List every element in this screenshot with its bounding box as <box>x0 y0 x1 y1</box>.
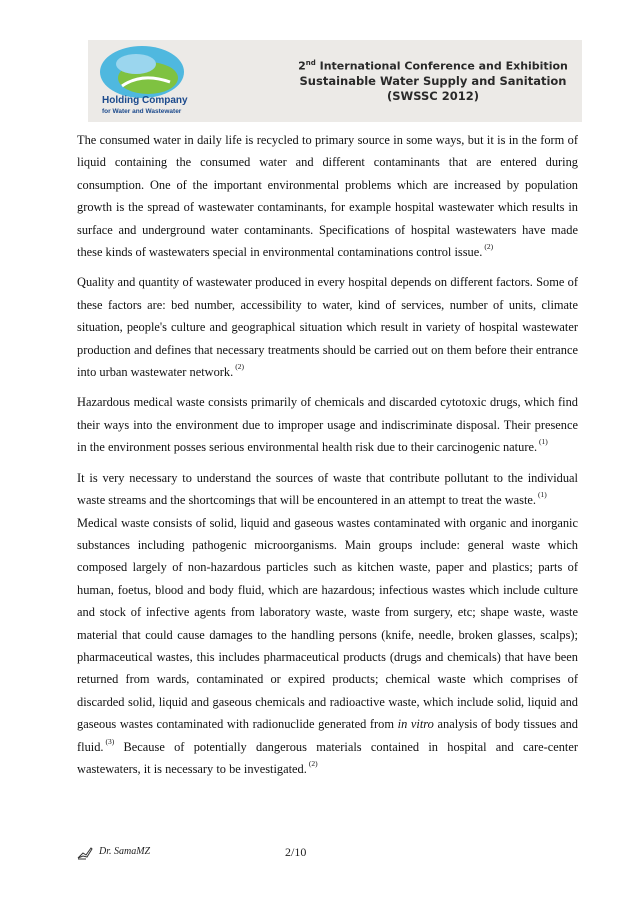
paragraph-4-text: It is very necessary to understand the sources of waste that contribute pollutant to the individual waste streams and the shortcomings that will be encountered in an attempt to treat the waste. <box>77 470 578 508</box>
paragraph-2-text: Quality and quantity of wastewater produced in every hospital depends on different factors. Some of these factors are: bed number, accessibility to water, kind of services, number of units, climate situation, people's culture and geographical situation which result in variety of hospital wastewater production and defines that necessary treatments should be carried out on them before their entrance into urban wastewater network. <box>77 275 578 380</box>
conference-ordinal-suffix: nd <box>305 59 316 67</box>
page-footer <box>77 845 578 863</box>
citation-ref: (2) <box>484 242 494 252</box>
citation-ref: (1) <box>538 490 547 500</box>
company-logo <box>92 42 212 120</box>
paragraph-5-text-c: Because of potentially dangerous materials contained in hospital and care-center wastewaters, it is necessary to be investigated. <box>77 739 578 776</box>
paragraph-4 <box>77 467 578 512</box>
paragraph-5-text-a: Medical waste consists of solid, liquid and gaseous wastes contaminated with organic and inorganic substances including pathogenic microorganisms. Main groups include: general waste which composed largely of non-hazardous particles such as kitchen waste, paper and plastics; parts of human, foetus, blood and body fluid, which are hazardous; infectious wastes which include culture and stock of infective agents from laboratory waste, waste from surgery, etc; shape waste, waste material that could cause damages to the handling persons (knife, needle, broken glasses, scalps); pharmaceutical wastes, this includes pharmaceutical products (drugs and chemicals) that have been returned from wards, contaminated or expired products; chemical waste which comprises of discarded solid, liquid and gaseous chemicals and radioactive waste, which include solid, liquid and gaseous wastes contaminated with radionuclide generated from <box>77 515 578 732</box>
conference-title <box>288 56 578 104</box>
paragraph-3 <box>77 391 578 458</box>
conference-title-line3: (SWSSC 2012) <box>387 88 479 103</box>
conference-ordinal: 2 <box>298 59 306 73</box>
paragraph-5-text-b: analysis of body tissues and fluid. <box>77 717 578 754</box>
paragraph-5-italic: in vitro <box>397 717 434 732</box>
citation-ref: (3) <box>105 736 115 746</box>
paragraph-5 <box>77 512 578 781</box>
page-number: 2/10 <box>285 845 307 859</box>
logo-company-name: Holding Company <box>102 95 188 106</box>
conference-banner <box>88 40 582 122</box>
conference-title-line1 <box>288 56 578 74</box>
paragraph-3-text: Hazardous medical waste consists primarily of chemicals and discarded cytotoxic drugs, which find their ways into the environment due to improper usage and indiscriminate disposal. Their presence in the environment posses serious environmental health risk due to their carcinogenic nature. <box>77 395 578 455</box>
document-body <box>77 129 578 780</box>
citation-ref: (2) <box>308 758 318 768</box>
paragraph-2 <box>77 271 578 383</box>
water-drop-logo-icon <box>92 42 212 102</box>
paragraph-1-text: The consumed water in daily life is recycled to primary source in some ways, but it is in the form of liquid containing the consumed water and different contaminants that are entered during consumption. One of the important environmental problems which are increased by population growth is the spread of wastewater contaminants, for example hospital wastewater which results in surface and underground water contaminants. Specifications of hospital wastewaters have made these kinds of wastewaters special in environmental contaminations control issue. <box>77 133 578 260</box>
citation-ref: (1) <box>539 437 548 447</box>
writing-hand-icon <box>77 846 93 860</box>
conference-title-line2: Sustainable Water Supply and Sanitation <box>299 73 567 88</box>
logo-company-subtitle: for Water and Wastewater <box>102 108 182 115</box>
citation-ref: (2) <box>235 362 244 372</box>
conference-title-rest: International Conference and Exhibition <box>315 59 568 73</box>
paragraph-1 <box>77 129 578 263</box>
footer-author: Dr. SamaMZ <box>99 846 151 857</box>
